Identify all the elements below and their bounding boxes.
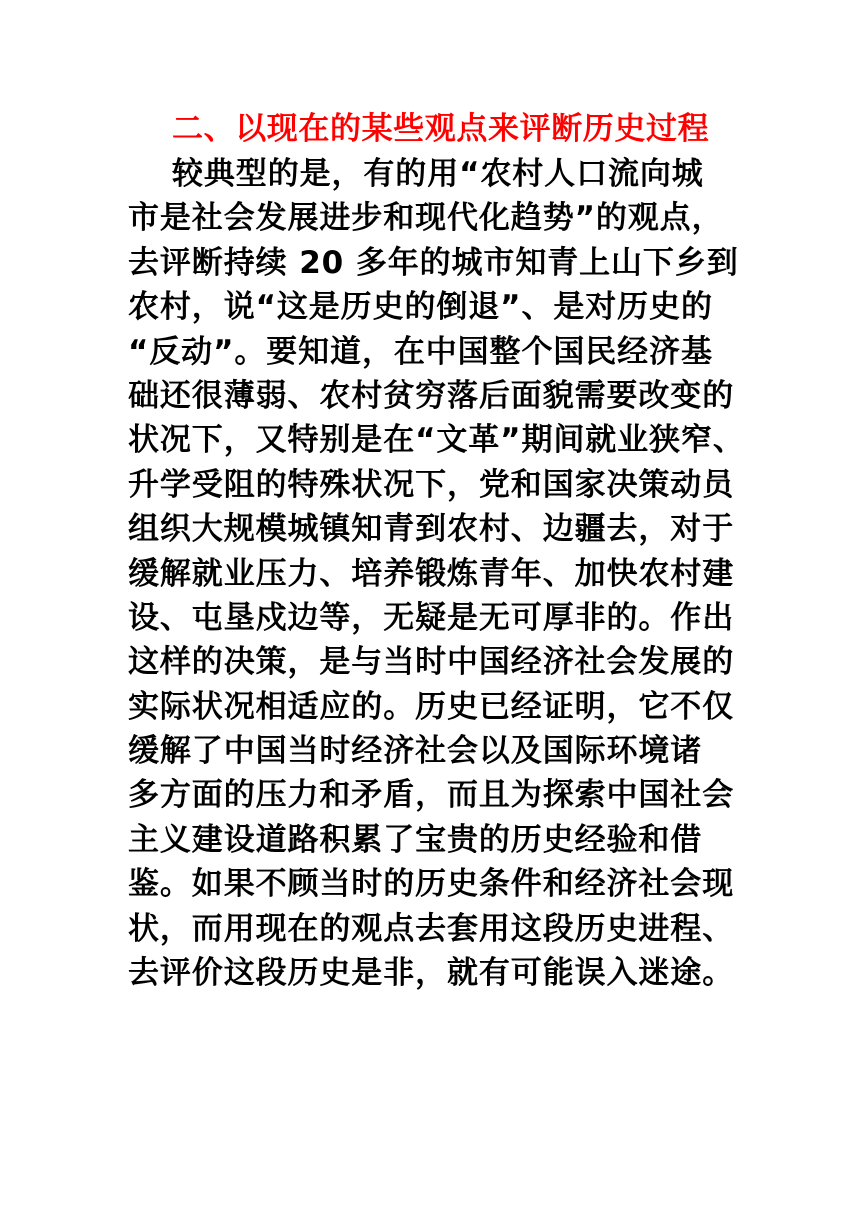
- text-line: 去评断持续 20 多年的城市知青上山下乡到: [128, 244, 739, 281]
- text-line: 缓解了中国当时经济社会以及国际环境诸: [128, 733, 703, 770]
- text-line: 鉴。如果不顾当时的历史条件和经济社会现: [128, 866, 735, 903]
- text-line: 市是社会发展进步和现代化趋势”的观点，: [128, 200, 724, 237]
- text-line: 这样的决策，是与当时中国经济社会发展的: [128, 644, 735, 681]
- body-paragraph: [128, 152, 768, 995]
- section-heading: 二、以现在的某些观点来评断历史过程: [172, 111, 710, 147]
- text-line: 农村，说“这是历史的倒退”、是对历史的: [128, 289, 713, 326]
- text-line: 多方面的压力和矛盾，而且为探索中国社会: [128, 777, 735, 814]
- text-line: 设、屯垦戍边等，无疑是无可厚非的。作出: [128, 599, 735, 636]
- text-line: 组织大规模城镇知青到农村、边疆去，对于: [128, 511, 735, 548]
- text-line: 实际状况相适应的。历史已经证明，它不仅: [128, 688, 735, 725]
- text-line: 状，而用现在的观点去套用这段历史进程、: [128, 910, 735, 947]
- text-line: 础还很薄弱、农村贫穷落后面貌需要改变的: [128, 377, 735, 414]
- text-line: 状况下，又特别是在“文革”期间就业狭窄、: [128, 422, 745, 459]
- text-line: “反动”。要知道，在中国整个国民经济基: [128, 333, 713, 370]
- text-line: 主义建设道路积累了宝贵的历史经验和借: [128, 821, 703, 858]
- text-line: 缓解就业压力、培养锻炼青年、加快农村建: [128, 555, 735, 592]
- text-line: 较典型的是，有的用“农村人口流向城: [172, 156, 704, 192]
- text-line: 去评价这段历史是非，就有可能误入迷途。: [128, 955, 735, 992]
- text-line: 升学受阻的特殊状况下，党和国家决策动员: [128, 466, 735, 503]
